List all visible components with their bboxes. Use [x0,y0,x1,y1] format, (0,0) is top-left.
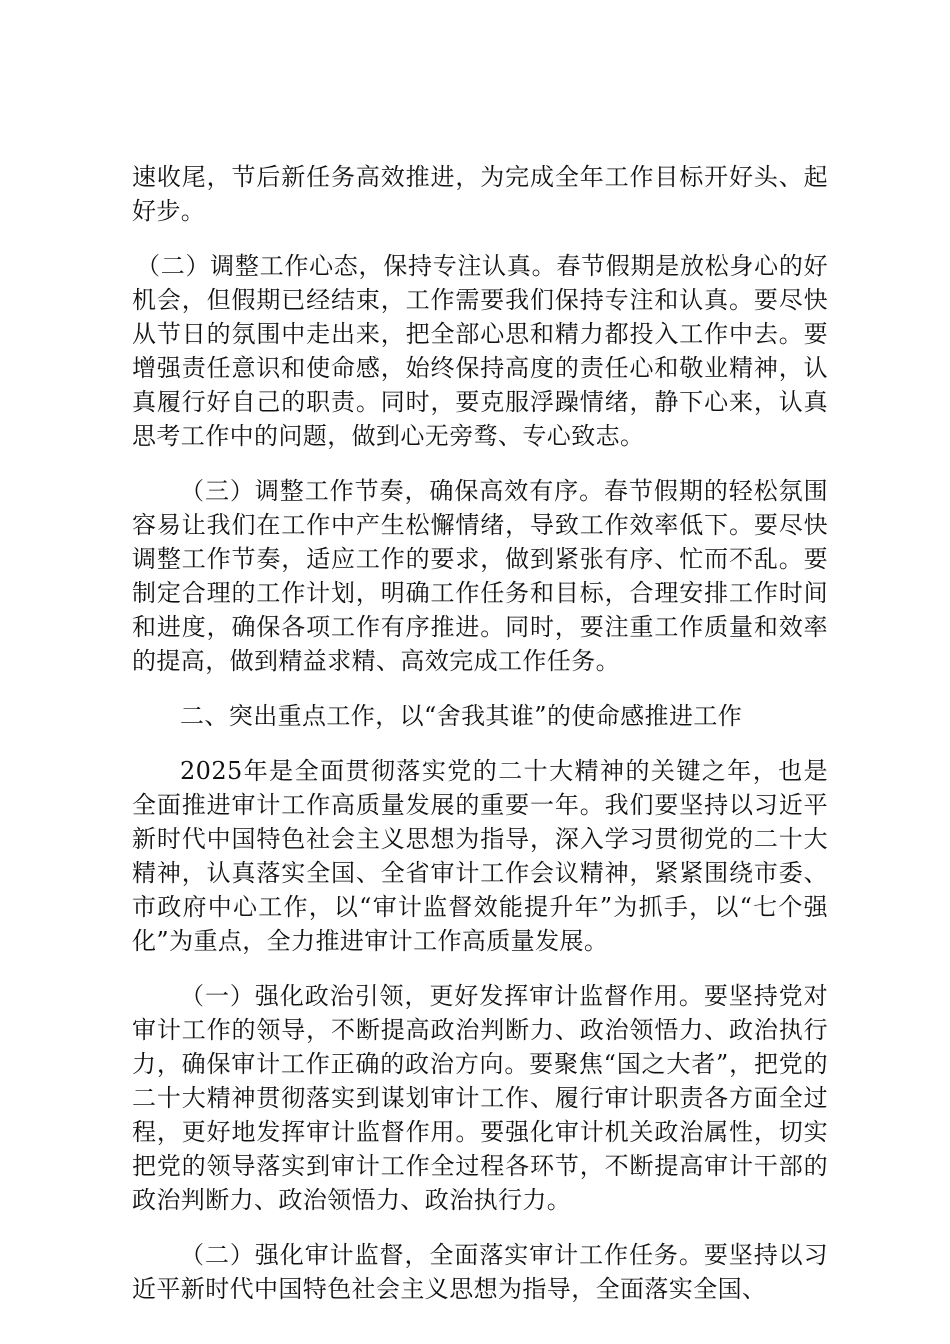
paragraph-adjust-mindset: （二）调整工作心态，保持专注认真。春节假期是放松身心的好机会，但假期已经结束，工作需要我们保持专注和认真。要尽快从节日的氛围中走出来，把全部心思和精力都投入工作中去。要增强责任意识和使命感，始终保持高度的责任心和敬业精神，认真履行好自己的职责。同时，要克服浮躁情绪，静下心来，认真思考工作中的问题，做到心无旁骛、专心致志。 [132,252,828,450]
paragraph-adjust-rhythm: （三）调整工作节奏，确保高效有序。春节假期的轻松氛围容易让我们在工作中产生松懈情绪，导致工作效率低下。要尽快调整工作节奏，适应工作的要求，做到紧张有序、忙而不乱。要制定合理的工作计划，明确工作任务和目标，合理安排工作时间和进度，确保各项工作有序推进。同时，要注重工作质量和效率的提高，做到精益求精、高效完成工作任务。 [132,477,828,675]
paragraph-audit-supervision: （二）强化审计监督，全面落实审计工作任务。要坚持以习近平新时代中国特色社会主义思想为指导，全面落实全国、 [132,1241,828,1303]
paragraph-2025-overview: 2025年是全面贯彻落实党的二十大精神的关键之年，也是全面推进审计工作高质量发展的重要一年。我们要坚持以习近平新时代中国特色社会主义思想为指导，深入学习贯彻党的二十大精神，认真落实全国、全省审计工作会议精神，紧紧围绕市委、市政府中心工作，以“审计监督效能提升年”为抓手，以“七个强化”为重点，全力推进审计工作高质量发展。 [132,757,828,955]
document-body [132,160,828,1327]
paragraph-continuation: 速收尾，节后新任务高效推进，为完成全年工作目标开好头、起好步。 [132,163,828,225]
paragraph-political-leadership: （一）强化政治引领，更好发挥审计监督作用。要坚持党对审计工作的领导，不断提高政治判断力、政治领悟力、政治执行力，确保审计工作正确的政治方向。要聚焦“国之大者”，把党的二十大精神贯彻落实到谋划审计工作、履行审计职责各方面全过程，更好地发挥审计监督作用。要强化审计机关政治属性，切实把党的领导落实到审计工作全过程各环节，不断提高审计干部的政治判断力、政治领悟力、政治执行力。 [132,982,828,1214]
section-heading-2: 二、突出重点工作，以“舍我其谁”的使命感推进工作 [180,702,743,730]
